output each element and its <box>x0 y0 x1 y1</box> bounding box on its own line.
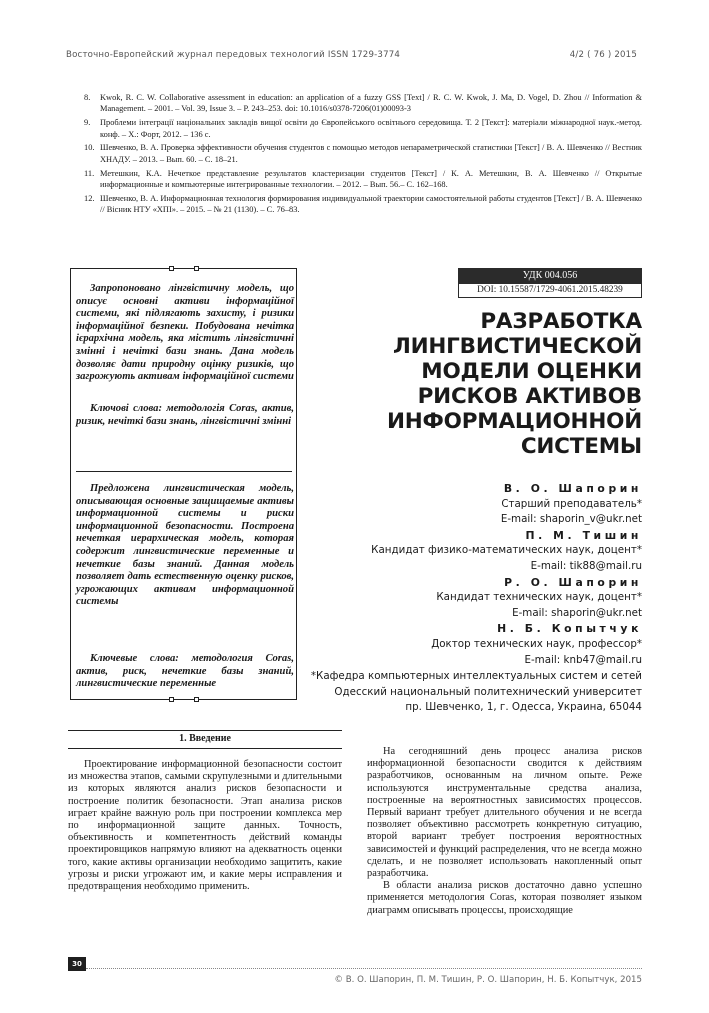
reference-number: 11. <box>84 168 95 178</box>
body-column-left <box>68 759 342 893</box>
body-paragraph: На сегодняшний день процесс анализа рисков информационной безопасности сводится к действиям разработчиков, основанным на личном опыте. Реже используются инструментальные средства анализа, построенные на вероятностных зависимостях процессов. Первый вариант требует длительного обучения и не всегда позволяет объективно рассмотреть конкретную ситуацию, второй вариант требует построения вероятностных зависимостей и функций распределения, что не всегда можно сделать, и не позволяет использовать накопленный опыт разработчика. <box>367 746 642 880</box>
issue-number: 4/2 ( 76 ) 2015 <box>569 50 637 60</box>
page-number: 30 <box>68 957 86 971</box>
author-role: Доктор технических наук, профессор* <box>431 637 642 650</box>
reference-text: Kwok, R. C. W. Collaborative assessment in education: an application of a fuzzy GSS [Text] / R. C. W. Kwok, J. Ma, D. Vogel, D. Zhou // Information & Management. – 2001. – Vol. 39, Issue 3. – P. 243–253. doi: 10.1016/s0378-7206(01)00093-3 <box>100 93 642 114</box>
title-line: ИНФОРМАЦИОННОЙ <box>386 409 642 434</box>
author-email[interactable]: E-mail: knb47@mail.ru <box>524 653 642 666</box>
reference-number: 10. <box>84 143 95 153</box>
keywords-ukrainian: Ключові слова: методологія Coras, актив, ризик, нечіткі бази знань, лінгвістичні змінні <box>76 403 294 427</box>
author-block <box>302 481 642 668</box>
reference-text: Шевченко, В. А. Проверка эффективности обучения студентов с помощью методов непараметрической статистики [Текст] / В. А. Шевченко // Вестник ХНАДУ. – 2013. – Вып. 60. – С. 18–21. <box>100 143 642 164</box>
author-role: Кандидат физико-математических наук, доцент* <box>371 544 642 557</box>
reference-item <box>66 117 642 140</box>
box-corner-marker <box>169 697 174 702</box>
reference-item <box>66 142 642 165</box>
reference-text: Проблеми інтеграції національних закладів вищої освіти до Європейського освітнього середовища. Т. 2 [Текст]: матеріали міжнародної наук.-метод. конф. – Х.: Форт, 2012. – 136 с. <box>100 118 642 139</box>
reference-list <box>66 92 642 218</box>
title-line: ЛИНГВИСТИЧЕСКОЙ <box>392 334 642 359</box>
affiliation-line: пр. Шевченко, 1, г. Одесса, Украина, 65044 <box>405 701 642 714</box>
title-line: РИСКОВ АКТИВОВ <box>417 384 642 409</box>
affiliation-line: *Кафедра компьютерных интеллектуальных систем и сетей <box>310 670 642 682</box>
title-line: РАЗРАБОТКА <box>480 309 642 334</box>
body-column-right <box>367 746 642 917</box>
reference-number: 12. <box>84 193 95 203</box>
reference-number: 8. <box>84 93 91 102</box>
udk-code: УДК 004.056 <box>458 268 642 283</box>
section-title: 1. Введение <box>179 733 231 744</box>
box-corner-marker <box>194 697 199 702</box>
reference-item <box>66 168 642 191</box>
reference-text: Шевченко, В. А. Информационная технология формирования индивидуальной траектории самостоятельной работы студентов [Текст] / В. А. Шевченко // Вісник НТУ «ХПІ». – 2015. – № 21 (1130). – С. 76–83. <box>100 193 642 215</box>
affiliation-line: Одесский национальный политехнический университет <box>334 685 642 698</box>
author-role: Кандидат технических наук, доцент* <box>436 591 642 604</box>
title-line: СИСТЕМЫ <box>520 434 642 459</box>
author-email[interactable]: E-mail: tik88@mail.ru <box>530 559 642 572</box>
reference-text: Метешкин, К.А. Нечеткое представление результатов кластеризации студентов [Текст] / К. А. Метешкин, В. А. Шевченко // Открытые информационные и компьютерные интегрированные технологии. – 2012. – Вып. 56.– С. 162–168. <box>100 168 642 190</box>
author-email[interactable]: E-mail: shaporin@ukr.net <box>512 606 642 619</box>
abstract-russian: Предложена лингвистическая модель, описывающая основные защищаемые активы информационной системы и риски информационной безопасности. Построена нечеткая иерархическая модель, которая содержит лингвистические переменные и нечеткие базы знаний. Данная модель позволяет дать естественную оценку рисков, угрожающих активам информационной системы <box>76 483 294 608</box>
abstract-divider <box>76 471 292 472</box>
copyright-notice: © В. О. Шапорин, П. М. Тишин, Р. О. Шапорин, Н. Б. Копытчук, 2015 <box>334 975 642 985</box>
section-rule <box>68 748 342 749</box>
doi-link[interactable]: DOI: 10.15587/1729-4061.2015.48239 <box>458 283 642 298</box>
reference-item <box>66 92 642 115</box>
footer-divider <box>86 968 642 969</box>
reference-number: 9. <box>84 118 91 128</box>
box-corner-marker <box>194 266 199 271</box>
box-corner-marker <box>169 266 174 271</box>
body-paragraph: Проектирование информационной безопасности состоит из множества этапов, самыми скрупулезными и длительными из которых являются анализ рисков безопасности и построение политик безопасности. Этап анализа рисков играет крайне важную роль при построении комплекса мер по информационной защите данных. Точность, объективность и компетентность действий команды проектировщиков напрямую влияют на адекватность оценки того, какие активы организации необходимо защитить, какие угрозы и риски угрожают им, и какие меры исправления и предотвращения необходимо применить. <box>68 759 342 893</box>
article-title <box>342 309 642 459</box>
reference-item <box>66 193 642 216</box>
author-email[interactable]: E-mail: shaporin_v@ukr.net <box>500 513 642 526</box>
author-name: Р. О. Шапорин <box>504 575 642 589</box>
journal-header: Восточно-Европейский журнал передовых технологий ISSN 1729-3774 <box>66 50 401 60</box>
keywords-russian: Ключевые слова: методология Coras, актив, риск, нечеткие базы знаний, лингвистические переменные <box>76 653 294 690</box>
author-name: Н. Б. Копытчук <box>497 622 642 636</box>
section-rule <box>68 730 342 731</box>
author-name: П. М. Тишин <box>525 528 642 542</box>
affiliation <box>282 669 642 716</box>
author-role: Старший преподаватель* <box>501 497 642 510</box>
author-name: В. О. Шапорин <box>503 482 642 495</box>
title-line: МОДЕЛИ ОЦЕНКИ <box>421 359 642 384</box>
body-paragraph: В области анализа рисков достаточно давно успешно применяется методология Coras, которая позволяет языком диаграмм описывать процессы, происходящие <box>367 880 642 916</box>
abstract-ukrainian: Запропоновано лінгвістичну модель, що описує основні активи інформаційної системи, які підлягають захисту, і ризики інформаційної безпеки. Побудована нечітка ієрархічна модель, яка містить лінгвістичні змінні і нечіткі бази знань. Дана модель дозволяє дати природну оцінку ризиків, що загрожують активам інформаційної системи <box>76 283 294 383</box>
